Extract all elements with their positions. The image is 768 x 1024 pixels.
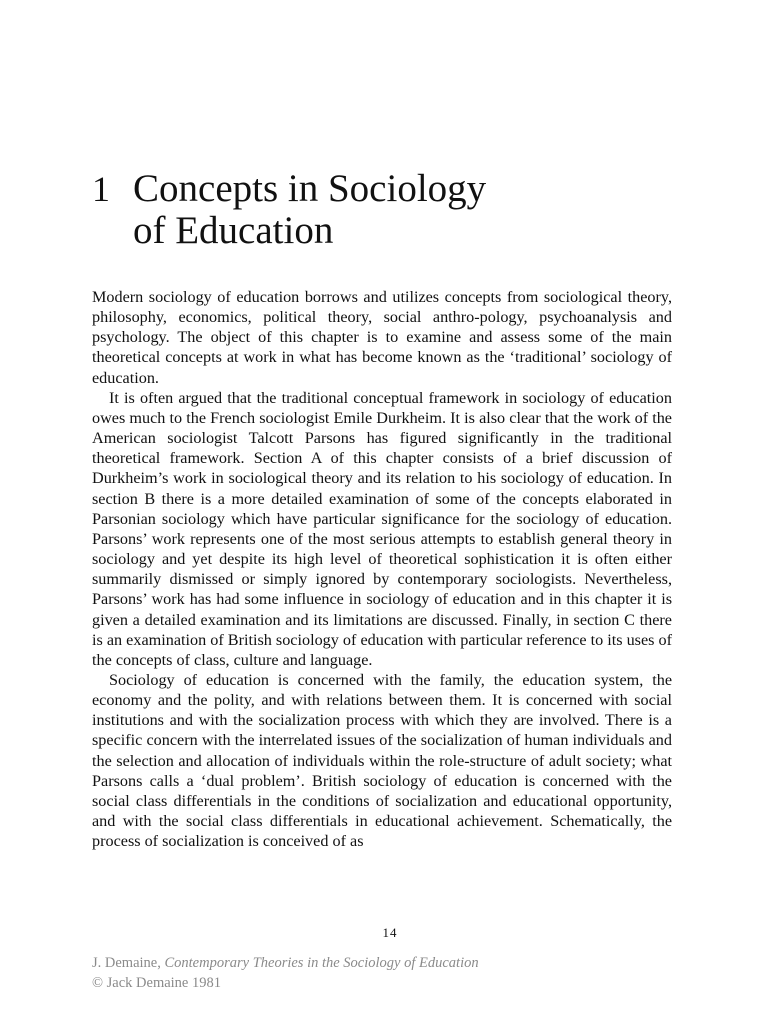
- footer: [92, 953, 692, 993]
- paragraph-1: Modern sociology of education borrows and utilizes concepts from sociological theory, philosophy, economics, political theory, social anthro-pology, psychoanalysis and psychology. The object of this chapter is to examine and assess some of the main theoretical concepts at work in what has become known as the ‘traditional’ sociology of education.: [92, 288, 672, 387]
- footer-book-title: Contemporary Theories in the Sociology of Education: [164, 955, 479, 971]
- page-number: 14: [382, 925, 398, 940]
- body-text: [92, 287, 672, 851]
- chapter-title-line-2: of Education: [133, 209, 334, 252]
- paragraph-2: It is often argued that the traditional conceptual framework in sociology of education owes much to the French sociologist Emile Durkheim. It is also clear that the work of the American sociologist Talcott Parsons has figured significantly in the traditional theoretical framework. Section A of this chapter consists of a brief discussion of Durkheim’s work in sociological theory and its relation to his sociology of education. In section B there is a more detailed examination of some of the concepts elaborated in Parsonian sociology which have particular significance for the sociology of education. Parsons’ work represents one of the most serious attempts to establish general theory in sociology and yet despite its high level of theoretical sophistication it is often either summarily dismissed or simply ignored by contemporary sociologists. Nevertheless, Parsons’ work has had some influence in sociology of education and in this chapter it is given a detailed examination and its limitations are discussed. Finally, in section C there is an examination of British sociology of education with particular reference to its uses of the concepts of class, culture and language.: [92, 388, 672, 669]
- chapter-heading: [92, 168, 692, 252]
- chapter-number: 1: [92, 169, 110, 209]
- paragraph-3: Sociology of education is concerned with the family, the education system, the economy and the polity, and with relations between them. It is concerned with social institutions and with the socialization process with which they are involved. There is a specific concern with the interrelated issues of the socialization of human individuals and the selection and allocation of individuals within the role-structure of adult society; what Parsons calls a ‘dual problem’. British sociology of education is concerned with the social class differentials in the conditions of socialization and educational opportunity, and with the social class differentials in educational achievement. Schematically, the process of socialization is conceived of as: [92, 670, 672, 851]
- footer-copyright: © Jack Demaine 1981: [92, 975, 221, 991]
- footer-author: J. Demaine,: [92, 955, 165, 971]
- chapter-title-line-1: Concepts in Sociology: [133, 167, 487, 210]
- footer-citation: [92, 953, 692, 973]
